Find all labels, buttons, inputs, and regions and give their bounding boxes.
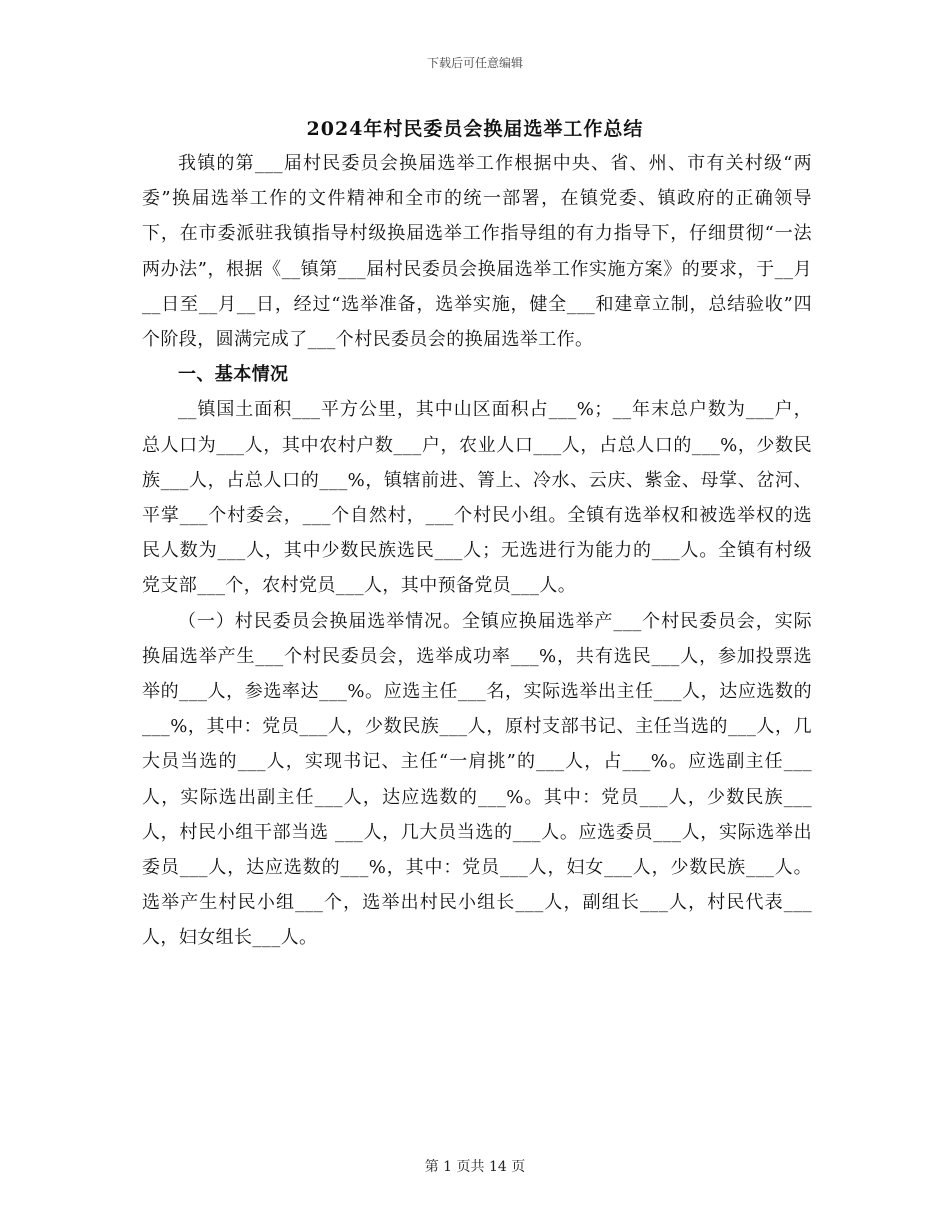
page-number: 第 1 页共 14 页	[424, 1159, 526, 1175]
header-note: 下载后可任意编辑	[426, 56, 523, 70]
document-body	[142, 146, 812, 956]
section-heading: 一、基本情况	[178, 364, 289, 386]
intro-paragraph: 我镇的第___届村民委员会换届选举工作根据中央、省、州、市有关村级“两委”换届选举工作的文件精神和全市的统一部署，在镇党委、镇政府的正确领导下，在市委派驻我镇指导村级换届选举工作指导组的有力指导下，仔细贯彻“一法两办法”，根据《__镇第___届村民委员会换届选举工作实施方案》的要求，于__月__日至__月__日，经过“选举准备，选举实施，健全___和建章立制，总结验收”四个阶段，圆满完成了___个村民委员会的换届选举工作。	[142, 153, 812, 351]
election-info-paragraph: （一）村民委员会换届选举情况。全镇应换届选举产___个村民委员会，实际换届选举产生___个村民委员会，选举成功率___%，共有选民___人，参加投票选举的___人，参选率达___%。应选主任___名，实际选举出主任___人，达应选数的___%，其中：党员___人，少数民族___人，原村支部书记、主任当选的___人，几大员当选的___人，实现书记、主任“一肩挑”的___人，占___%。应选副主任___人，实际选出副主任___人，达应选数的___%。其中：党员___人，少数民族___人，村民小组干部当选 ___人，几大员当选的___人。应选委员___人，实际选举出委员___人，达应选数的___%，其中：党员___人，妇女___人，少数民族___人。选举产生村民小组___个，选举出村民小组长___人，副组长___人，村民代表___人，妇女组长___人。	[142, 610, 812, 949]
basic-info-paragraph: __镇国土面积___平方公里，其中山区面积占___%；__年末总户数为___户，总人口为___人，其中农村户数___户，农业人口___人，占总人口的___%，少数民族___人，占总人口的___%，镇辖前进、箐上、冷水、云庆、紫金、母掌、岔河、平掌___个村委会，___个自然村，___个村民小组。全镇有选举权和被选举权的选民人数为___人，其中少数民族选民___人；无选进行为能力的___人。全镇有村级党支部___个，农村党员___人，其中预备党员___人。	[142, 399, 812, 597]
document-title: 2024年村民委员会换届选举工作总结	[306, 118, 644, 140]
